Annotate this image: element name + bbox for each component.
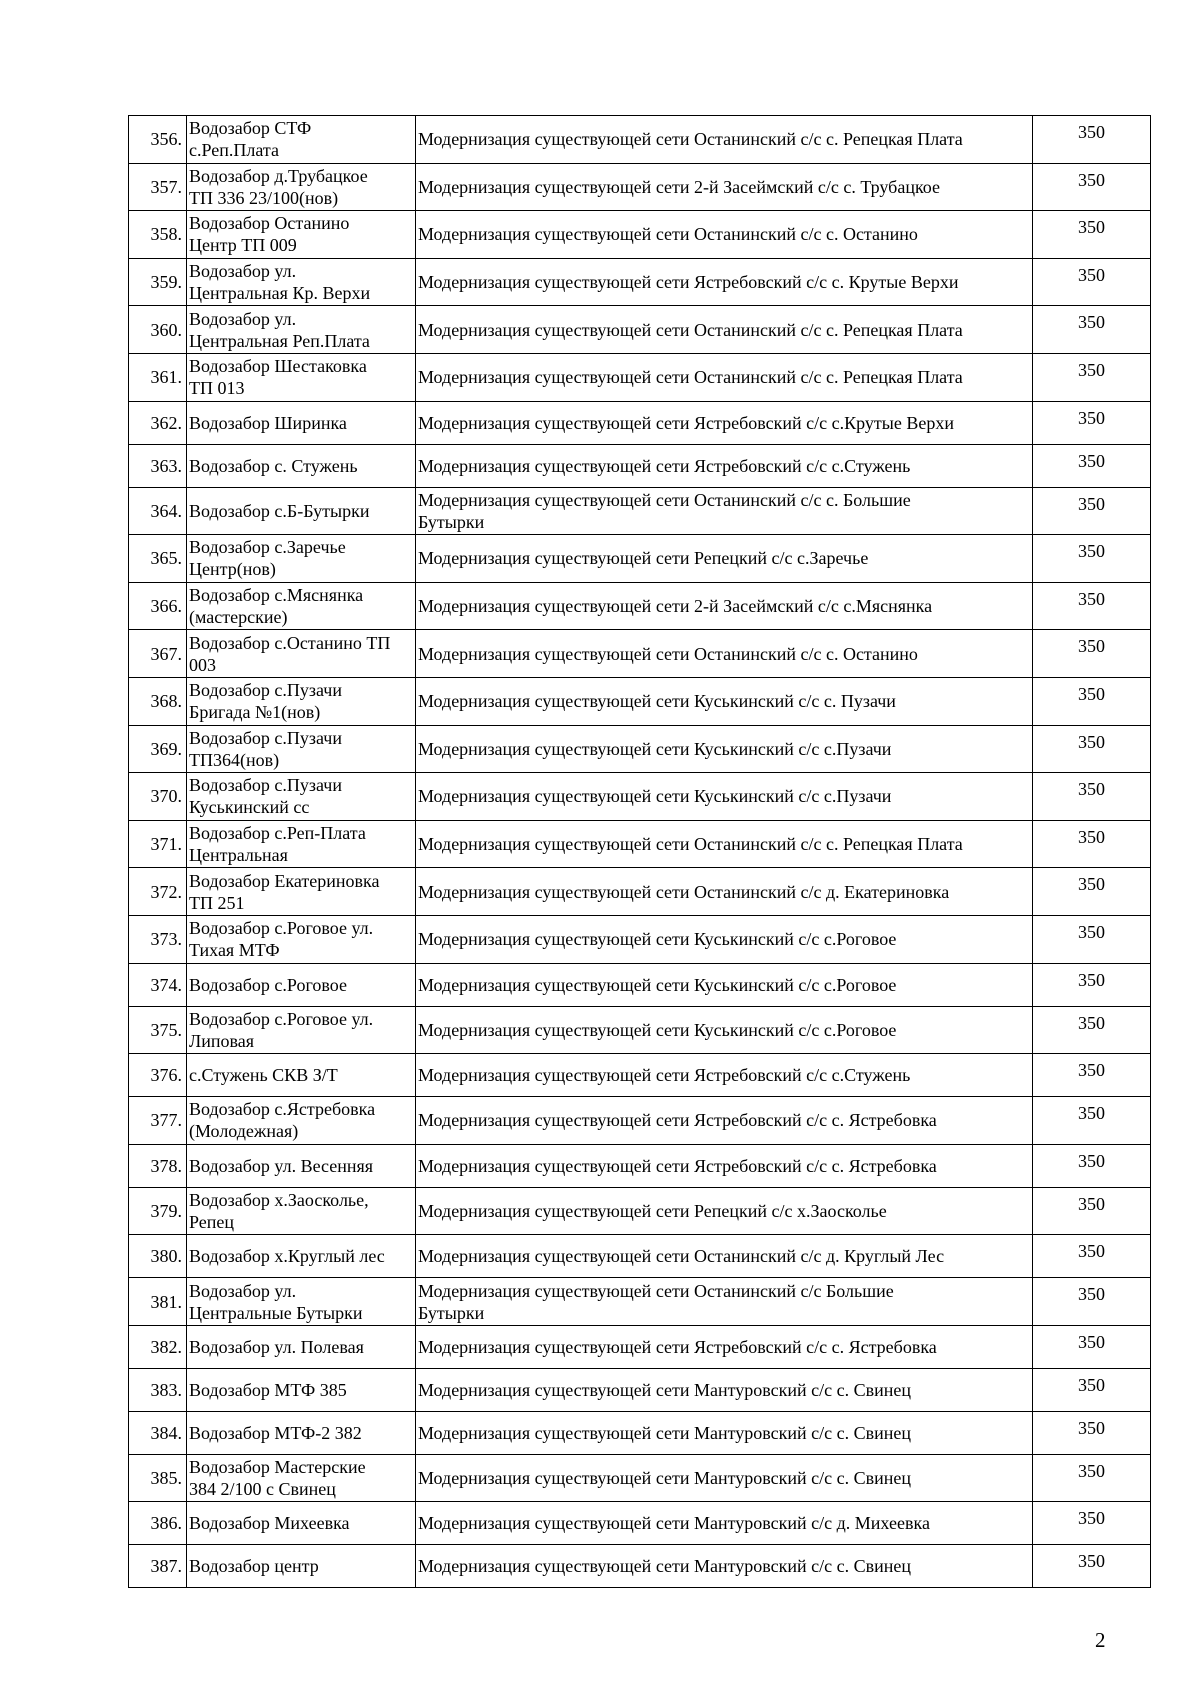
row-value: 350 (1033, 1545, 1151, 1588)
page-number: 2 (1095, 1628, 1106, 1652)
table-row (129, 963, 1151, 1006)
table-row (129, 582, 1151, 630)
row-value: 350 (1033, 582, 1151, 630)
row-value: 350 (1033, 1368, 1151, 1411)
row-description: Модернизация существующей сети Ястребовский с/с с.Стужень (416, 1054, 1033, 1097)
row-number: 372. (129, 868, 187, 916)
row-value: 350 (1033, 487, 1151, 535)
table-row (129, 1545, 1151, 1588)
row-name: Водозабор с.Роговое ул. Липовая (187, 1006, 416, 1054)
row-description: Модернизация существующей сети Ястребовский с/с с. Ястребовка (416, 1325, 1033, 1368)
row-name: Водозабор с.Пузачи Бригада №1(нов) (187, 677, 416, 725)
row-value: 350 (1033, 677, 1151, 725)
row-number: 385. (129, 1454, 187, 1502)
row-description: Модернизация существующей сети Ястребовский с/с с.Крутые Верхи (416, 401, 1033, 444)
table-row (129, 1054, 1151, 1097)
row-value: 350 (1033, 401, 1151, 444)
row-number: 375. (129, 1006, 187, 1054)
row-name: Водозабор д.Трубацкое ТП 336 23/100(нов) (187, 163, 416, 211)
table-row (129, 1235, 1151, 1278)
row-value: 350 (1033, 630, 1151, 678)
row-number: 371. (129, 820, 187, 868)
row-number: 364. (129, 487, 187, 535)
row-number: 382. (129, 1325, 187, 1368)
row-description: Модернизация существующей сети Ястребовский с/с с. Крутые Верхи (416, 258, 1033, 306)
row-description: Модернизация существующей сети 2-й Засеймский с/с с.Мяснянка (416, 582, 1033, 630)
table-row (129, 725, 1151, 773)
row-value: 350 (1033, 820, 1151, 868)
row-number: 366. (129, 582, 187, 630)
row-value: 350 (1033, 725, 1151, 773)
row-value: 350 (1033, 1502, 1151, 1545)
table-row (129, 1278, 1151, 1326)
row-number: 361. (129, 353, 187, 401)
row-number: 368. (129, 677, 187, 725)
table-row (129, 401, 1151, 444)
row-value: 350 (1033, 211, 1151, 259)
row-value: 350 (1033, 1054, 1151, 1097)
row-name: Водозабор с.Останино ТП 003 (187, 630, 416, 678)
row-value: 350 (1033, 258, 1151, 306)
row-description: Модернизация существующей сети Останинский с/с с. Репецкая Плата (416, 306, 1033, 354)
row-name: с.Стужень СКВ З/Т (187, 1054, 416, 1097)
row-value: 350 (1033, 306, 1151, 354)
row-value: 350 (1033, 444, 1151, 487)
row-number: 386. (129, 1502, 187, 1545)
row-number: 358. (129, 211, 187, 259)
row-number: 376. (129, 1054, 187, 1097)
table-row (129, 773, 1151, 821)
row-value: 350 (1033, 535, 1151, 583)
table-row (129, 353, 1151, 401)
row-name: Водозабор с.Пузачи Куськинский сс (187, 773, 416, 821)
row-number: 384. (129, 1411, 187, 1454)
row-name: Водозабор х.Заоскольe, Репец (187, 1187, 416, 1235)
row-name: Водозабор Михеевка (187, 1502, 416, 1545)
row-number: 381. (129, 1278, 187, 1326)
row-value: 350 (1033, 1006, 1151, 1054)
table-row (129, 211, 1151, 259)
row-name: Водозабор Мастерские 384 2/100 с Свинец (187, 1454, 416, 1502)
table-row (129, 306, 1151, 354)
row-description: Модернизация существующей сети Куськинский с/с с.Роговое (416, 915, 1033, 963)
row-name: Водозабор с.Ястребовка (Молодежная) (187, 1097, 416, 1145)
row-value: 350 (1033, 963, 1151, 1006)
row-name: Водозабор ул. Весенняя (187, 1144, 416, 1187)
row-name: Водозабор ул. Центральные Бутырки (187, 1278, 416, 1326)
table-row (129, 868, 1151, 916)
table-row (129, 630, 1151, 678)
row-number: 387. (129, 1545, 187, 1588)
row-description: Модернизация существующей сети Останинский с/с с. Большие Бутырки (416, 487, 1033, 535)
table-row (129, 535, 1151, 583)
row-value: 350 (1033, 1144, 1151, 1187)
row-number: 374. (129, 963, 187, 1006)
row-name: Водозабор Шестаковка ТП 013 (187, 353, 416, 401)
row-description: Модернизация существующей сети Останинский с/с с. Репецкая Плата (416, 820, 1033, 868)
row-name: Водозабор МТФ 385 (187, 1368, 416, 1411)
row-name: Водозабор х.Круглый лес (187, 1235, 416, 1278)
row-number: 370. (129, 773, 187, 821)
row-description: Модернизация существующей сети Ястребовский с/с с. Ястребовка (416, 1097, 1033, 1145)
row-value: 350 (1033, 773, 1151, 821)
row-number: 362. (129, 401, 187, 444)
row-name: Водозабор Екатериновка ТП 251 (187, 868, 416, 916)
row-value: 350 (1033, 915, 1151, 963)
table-row (129, 820, 1151, 868)
row-description: Модернизация существующей сети Останинский с/с Большие Бутырки (416, 1278, 1033, 1326)
row-number: 379. (129, 1187, 187, 1235)
row-value: 350 (1033, 116, 1151, 164)
row-description: Модернизация существующей сети Куськинский с/с с.Пузачи (416, 773, 1033, 821)
table-row (129, 677, 1151, 725)
row-description: Модернизация существующей сети Останинский с/с с. Останино (416, 630, 1033, 678)
row-name: Водозабор Останино Центр ТП 009 (187, 211, 416, 259)
row-value: 350 (1033, 1235, 1151, 1278)
row-description: Модернизация существующей сети Останинский с/с д. Екатериновка (416, 868, 1033, 916)
row-name: Водозабор центр (187, 1545, 416, 1588)
table-row (129, 1502, 1151, 1545)
table-row (129, 1006, 1151, 1054)
table-row (129, 915, 1151, 963)
row-number: 377. (129, 1097, 187, 1145)
row-description: Модернизация существующей сети Ястребовский с/с с.Стужень (416, 444, 1033, 487)
row-description: Модернизация существующей сети Останинский с/с с. Репецкая Плата (416, 116, 1033, 164)
row-number: 383. (129, 1368, 187, 1411)
row-name: Водозабор с.Роговое (187, 963, 416, 1006)
row-number: 356. (129, 116, 187, 164)
row-name: Водозабор СТФ с.Реп.Плата (187, 116, 416, 164)
row-description: Модернизация существующей сети Мантуровский с/с с. Свинец (416, 1545, 1033, 1588)
row-name: Водозабор с.Заречье Центр(нов) (187, 535, 416, 583)
row-description: Модернизация существующей сети Мантуровский с/с с. Свинец (416, 1454, 1033, 1502)
row-description: Модернизация существующей сети Куськинский с/с с.Роговое (416, 963, 1033, 1006)
row-number: 365. (129, 535, 187, 583)
row-description: Модернизация существующей сети Останинский с/с с. Репецкая Плата (416, 353, 1033, 401)
document-table (128, 115, 1151, 1588)
row-description: Модернизация существующей сети Мантуровский с/с с. Свинец (416, 1368, 1033, 1411)
row-number: 360. (129, 306, 187, 354)
row-name: Водозабор с.Роговое ул. Тихая МТФ (187, 915, 416, 963)
table-row (129, 116, 1151, 164)
row-value: 350 (1033, 163, 1151, 211)
row-name: Водозабор ул. Центральная Реп.Плата (187, 306, 416, 354)
row-name: Водозабор Ширинка (187, 401, 416, 444)
row-description: Модернизация существующей сети 2-й Засеймский с/с с. Трубацкое (416, 163, 1033, 211)
row-number: 373. (129, 915, 187, 963)
table-row (129, 1454, 1151, 1502)
row-number: 369. (129, 725, 187, 773)
row-number: 363. (129, 444, 187, 487)
row-value: 350 (1033, 353, 1151, 401)
table-row (129, 1097, 1151, 1145)
row-name: Водозабор с.Мяснянка (мастерские) (187, 582, 416, 630)
row-description: Модернизация существующей сети Мантуровский с/с с. Свинец (416, 1411, 1033, 1454)
row-description: Модернизация существующей сети Куськинский с/с с. Пузачи (416, 677, 1033, 725)
row-name: Водозабор ул. Полевая (187, 1325, 416, 1368)
row-name: Водозабор с.Пузачи ТП364(нов) (187, 725, 416, 773)
row-description: Модернизация существующей сети Мантуровский с/с д. Михеевка (416, 1502, 1033, 1545)
row-number: 380. (129, 1235, 187, 1278)
row-name: Водозабор с. Стужень (187, 444, 416, 487)
row-name: Водозабор с.Реп-Плата Центральная (187, 820, 416, 868)
row-description: Модернизация существующей сети Куськинский с/с с.Пузачи (416, 725, 1033, 773)
table-row (129, 163, 1151, 211)
table-row (129, 1325, 1151, 1368)
row-description: Модернизация существующей сети Ястребовский с/с с. Ястребовка (416, 1144, 1033, 1187)
table-row (129, 1368, 1151, 1411)
row-value: 350 (1033, 1325, 1151, 1368)
table-row (129, 444, 1151, 487)
row-description: Модернизация существующей сети Останинский с/с с. Останино (416, 211, 1033, 259)
table-row (129, 258, 1151, 306)
table-row (129, 1411, 1151, 1454)
row-number: 378. (129, 1144, 187, 1187)
row-description: Модернизация существующей сети Останинский с/с д. Круглый Лес (416, 1235, 1033, 1278)
table-row (129, 1187, 1151, 1235)
row-value: 350 (1033, 1187, 1151, 1235)
row-name: Водозабор ул. Центральная Кр. Верхи (187, 258, 416, 306)
row-value: 350 (1033, 1454, 1151, 1502)
row-value: 350 (1033, 1097, 1151, 1145)
row-number: 359. (129, 258, 187, 306)
row-description: Модернизация существующей сети Репецкий с/с х.Заосколье (416, 1187, 1033, 1235)
row-number: 367. (129, 630, 187, 678)
table-body (129, 116, 1151, 1588)
row-description: Модернизация существующей сети Куськинский с/с с.Роговое (416, 1006, 1033, 1054)
row-value: 350 (1033, 868, 1151, 916)
row-description: Модернизация существующей сети Репецкий с/с с.Заречье (416, 535, 1033, 583)
row-number: 357. (129, 163, 187, 211)
table-row (129, 1144, 1151, 1187)
row-value: 350 (1033, 1411, 1151, 1454)
table-row (129, 487, 1151, 535)
row-name: Водозабор МТФ-2 382 (187, 1411, 416, 1454)
row-name: Водозабор с.Б-Бутырки (187, 487, 416, 535)
row-value: 350 (1033, 1278, 1151, 1326)
